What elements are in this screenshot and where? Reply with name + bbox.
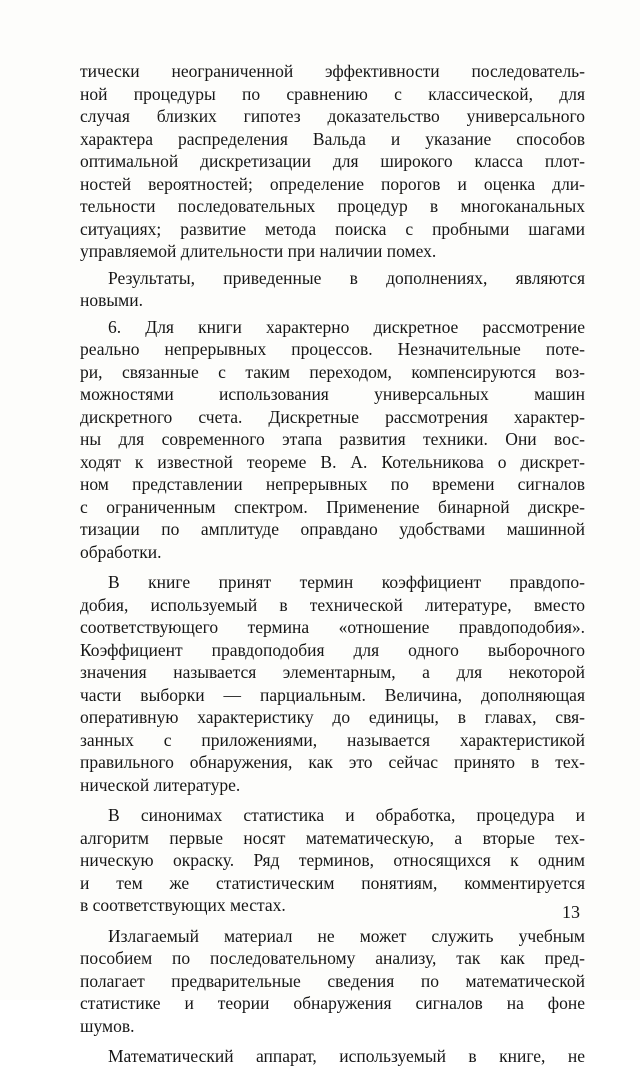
- text-line: нической литературе.: [80, 774, 241, 795]
- text-line: обработки.: [80, 541, 162, 562]
- text-line: Излагаемый материал не может служить учебным: [108, 925, 585, 946]
- text-line: в соответствующих местах.: [80, 895, 286, 915]
- text-line: ри, связанные с таким переходом, компенсируются воз-: [80, 361, 585, 382]
- text-line: случая близких гипотез доказательство универсального: [80, 106, 585, 126]
- text-line: шумов.: [80, 1015, 135, 1036]
- text-line: Математический аппарат, используемый в книге, не: [108, 1046, 585, 1066]
- text-line: тизации по амплитуде оправдано удобствами машинной: [80, 519, 585, 539]
- text-line: алгоритм первые носят математическую, а вторые тех-: [80, 827, 585, 848]
- text-line: ны для современного этапа развития техники. Они вос-: [80, 429, 585, 449]
- text-line: ной процедуры по сравнению с классической, для: [80, 83, 585, 104]
- text-line: дискретного счета. Дискретные рассмотрения характер-: [80, 406, 585, 427]
- text-line: управляемой длительности при наличии помех.: [80, 241, 437, 261]
- text-line: ностей вероятностей; определение порогов и оценка дли-: [80, 173, 585, 194]
- text-line: и тем же статистическим понятиям, комментируется: [80, 872, 585, 893]
- text-line: занных с приложениями, называется характеристикой: [80, 729, 585, 750]
- page-number: 13: [562, 902, 580, 922]
- text-line: пособием по последовательному анализу, так как пред-: [80, 948, 585, 968]
- paragraph-terminology: [80, 571, 585, 796]
- paragraph-continued: [80, 60, 585, 263]
- paragraph-results: [80, 267, 585, 312]
- body-text: [80, 60, 585, 1068]
- paragraph-material: [80, 925, 585, 1038]
- text-line: Результаты, приведенные в дополнениях, являются: [108, 267, 585, 288]
- paragraph-item-6: [80, 316, 585, 564]
- text-line: характера распределения Вальда и указание способов: [80, 128, 585, 149]
- text-line: новыми.: [80, 290, 143, 310]
- paragraph-apparatus: [80, 1045, 585, 1068]
- text-line: ходят к известной теореме В. А. Котельникова о дискрет-: [80, 451, 585, 472]
- text-line: ном представлении непрерывных по времени сигналов: [80, 474, 585, 494]
- text-line: оперативную характеристику до единицы, в главах, свя-: [80, 707, 585, 727]
- text-line: можностями использования универсальных машин: [80, 384, 585, 404]
- text-line: правильного обнаружения, как это сейчас принято в тех-: [80, 752, 585, 772]
- text-line: Коэффициент правдоподобия для одного выборочного: [80, 639, 585, 660]
- text-line: с ограниченным спектром. Применение бинарной дискре-: [80, 496, 585, 517]
- text-line: В синонимах статистика и обработка, процедура и: [108, 805, 585, 825]
- text-line: 6. Для книги характерно дискретное рассмотрение: [108, 316, 585, 337]
- text-line: значения называется элементарным, а для некоторой: [80, 662, 585, 682]
- text-line: добия, используемый в технической литературе, вместо: [80, 594, 585, 615]
- text-line: полагает предварительные сведения по математической: [80, 970, 585, 991]
- text-line: оптимальной дискретизации для широкого класса плот-: [80, 151, 585, 171]
- text-line: тельности последовательных процедур в многоканальных: [80, 196, 585, 216]
- paragraph-synonyms: [80, 804, 585, 917]
- text-line: статистике и теории обнаружения сигналов на фоне: [80, 993, 585, 1013]
- text-line: тически неограниченной эффективности последователь-: [80, 61, 585, 81]
- text-line: части выборки — парциальным. Величина, дополняющая: [80, 684, 585, 705]
- text-line: В книге принят термин коэффициент правдопо-: [108, 572, 585, 592]
- text-line: ситуациях; развитие метода поиска с пробными шагами: [80, 218, 585, 239]
- text-line: реально непрерывных процессов. Незначительные поте-: [80, 339, 585, 359]
- text-line: ническую окраску. Ряд терминов, относящихся к одним: [80, 850, 585, 870]
- text-line: соответствующего термина «отношение правдоподобия».: [80, 617, 585, 637]
